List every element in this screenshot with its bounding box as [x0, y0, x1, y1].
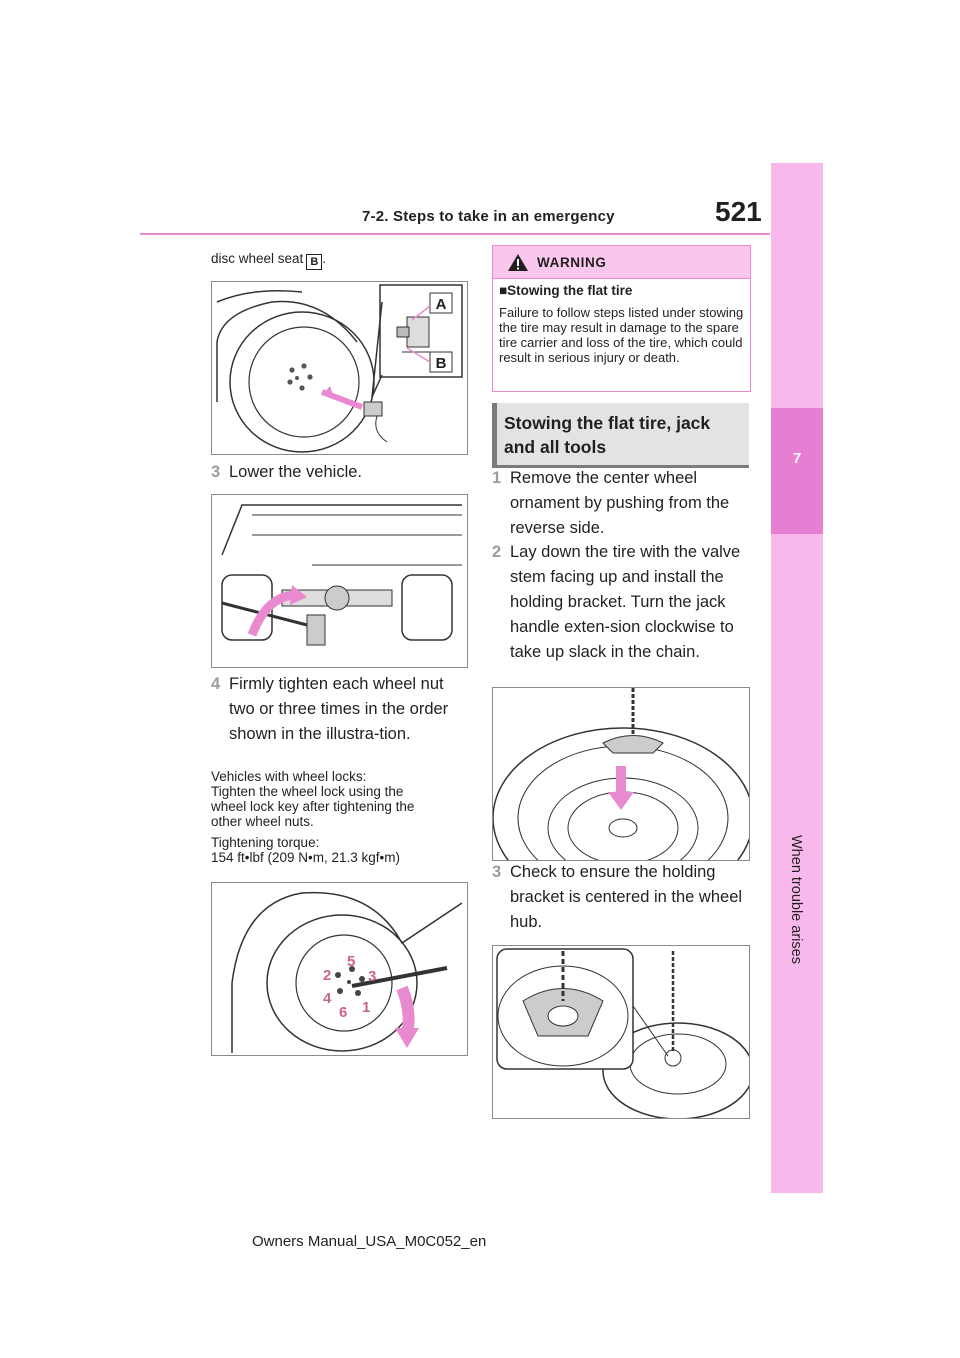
- warning-label: WARNING: [537, 255, 607, 270]
- chapter-title: When trouble arises: [788, 835, 804, 964]
- order-label-5: 5: [347, 953, 356, 970]
- footer-manual-id: Owners Manual_USA_M0C052_en: [252, 1233, 487, 1250]
- callout-b: B: [435, 355, 447, 372]
- step-text: Lay down the tire with the valve stem facing up and install the holding bracket. Turn the jack handle exten-sion clockwise to take up slack in the chain.: [510, 543, 741, 661]
- chapter-number: 7: [792, 450, 802, 467]
- warning-body: Failure to follow steps listed under stowing the tire may result in damage to the spare tire carrier and loss of the tire, which could result in serious injury or death.: [499, 305, 744, 365]
- chapter-number-tab[interactable]: [771, 408, 823, 534]
- order-label-6: 6: [339, 1004, 348, 1021]
- warning-box: [492, 245, 751, 392]
- note-wheel-locks: [211, 769, 471, 829]
- intro-label: disc wheel seat: [211, 251, 304, 266]
- section-title: 7-2. Steps to take in an emergency: [362, 208, 615, 225]
- step-text: Check to ensure the holding bracket is centered in the wheel hub.: [510, 863, 743, 931]
- callout-a: A: [435, 296, 447, 313]
- chapter-side-tab: [771, 163, 823, 1193]
- intro-end: .: [322, 251, 327, 266]
- bracket-centered-illustration: [493, 946, 749, 1118]
- section-heading-box: [492, 403, 749, 468]
- step-text: Remove the center wheel ornament by pushing from the reverse side.: [510, 469, 730, 537]
- figure-lower-vehicle: [211, 494, 468, 668]
- warning-subhead: ■Stowing the flat tire: [499, 283, 633, 298]
- note-line: 154 ft•lbf (209 N•m, 21.3 kgf•m): [211, 850, 401, 865]
- figure-tightening-order: [211, 882, 468, 1056]
- note-line: Tighten the wheel lock using the: [211, 784, 404, 799]
- step-1-remove-ornament: [492, 466, 750, 544]
- wheel-nut-illustration: [212, 282, 467, 454]
- warning-triangle-icon: [507, 253, 529, 272]
- step-text: Lower the vehicle.: [229, 463, 362, 481]
- section-heading: Stowing the flat tire, jack and all tools: [504, 413, 711, 457]
- note-line: wheel lock key after tightening the: [211, 799, 415, 814]
- step-number: 1: [492, 469, 502, 487]
- figure-wheel-nut-seat: [211, 281, 468, 455]
- step-number: 3: [492, 863, 502, 881]
- step-3-check-bracket: [492, 860, 750, 938]
- section-heading-bar: [492, 403, 497, 465]
- step-text: Firmly tighten each wheel nut two or three times in the order shown in the illustra-tion.: [229, 675, 449, 743]
- intro-text: [211, 251, 326, 270]
- step-2-lay-down-tire: [492, 540, 750, 670]
- lower-vehicle-illustration: [212, 495, 467, 667]
- order-label-1: 1: [362, 999, 371, 1016]
- order-label-3: 3: [368, 968, 377, 985]
- order-label-2: 2: [323, 967, 332, 984]
- note-line: Tightening torque:: [211, 835, 320, 850]
- key-b-badge: B: [306, 254, 322, 270]
- warning-header: [493, 246, 750, 279]
- page-number: 521: [715, 196, 762, 227]
- header-rule: [140, 233, 770, 235]
- tightening-order-illustration: [212, 883, 467, 1055]
- holding-bracket-illustration: [493, 688, 749, 860]
- order-label-4: 4: [323, 990, 332, 1007]
- step-3-lower: [211, 460, 469, 486]
- figure-holding-bracket: [492, 687, 750, 861]
- note-line: Vehicles with wheel locks:: [211, 769, 367, 784]
- figure-bracket-centered: [492, 945, 750, 1119]
- note-line: other wheel nuts.: [211, 814, 314, 829]
- chapter-title-tab: [788, 835, 808, 965]
- step-number: 3: [211, 463, 221, 481]
- step-4-tighten: [211, 672, 469, 776]
- step-number: 2: [492, 543, 502, 561]
- step-number: 4: [211, 675, 221, 693]
- note-torque: [211, 835, 471, 865]
